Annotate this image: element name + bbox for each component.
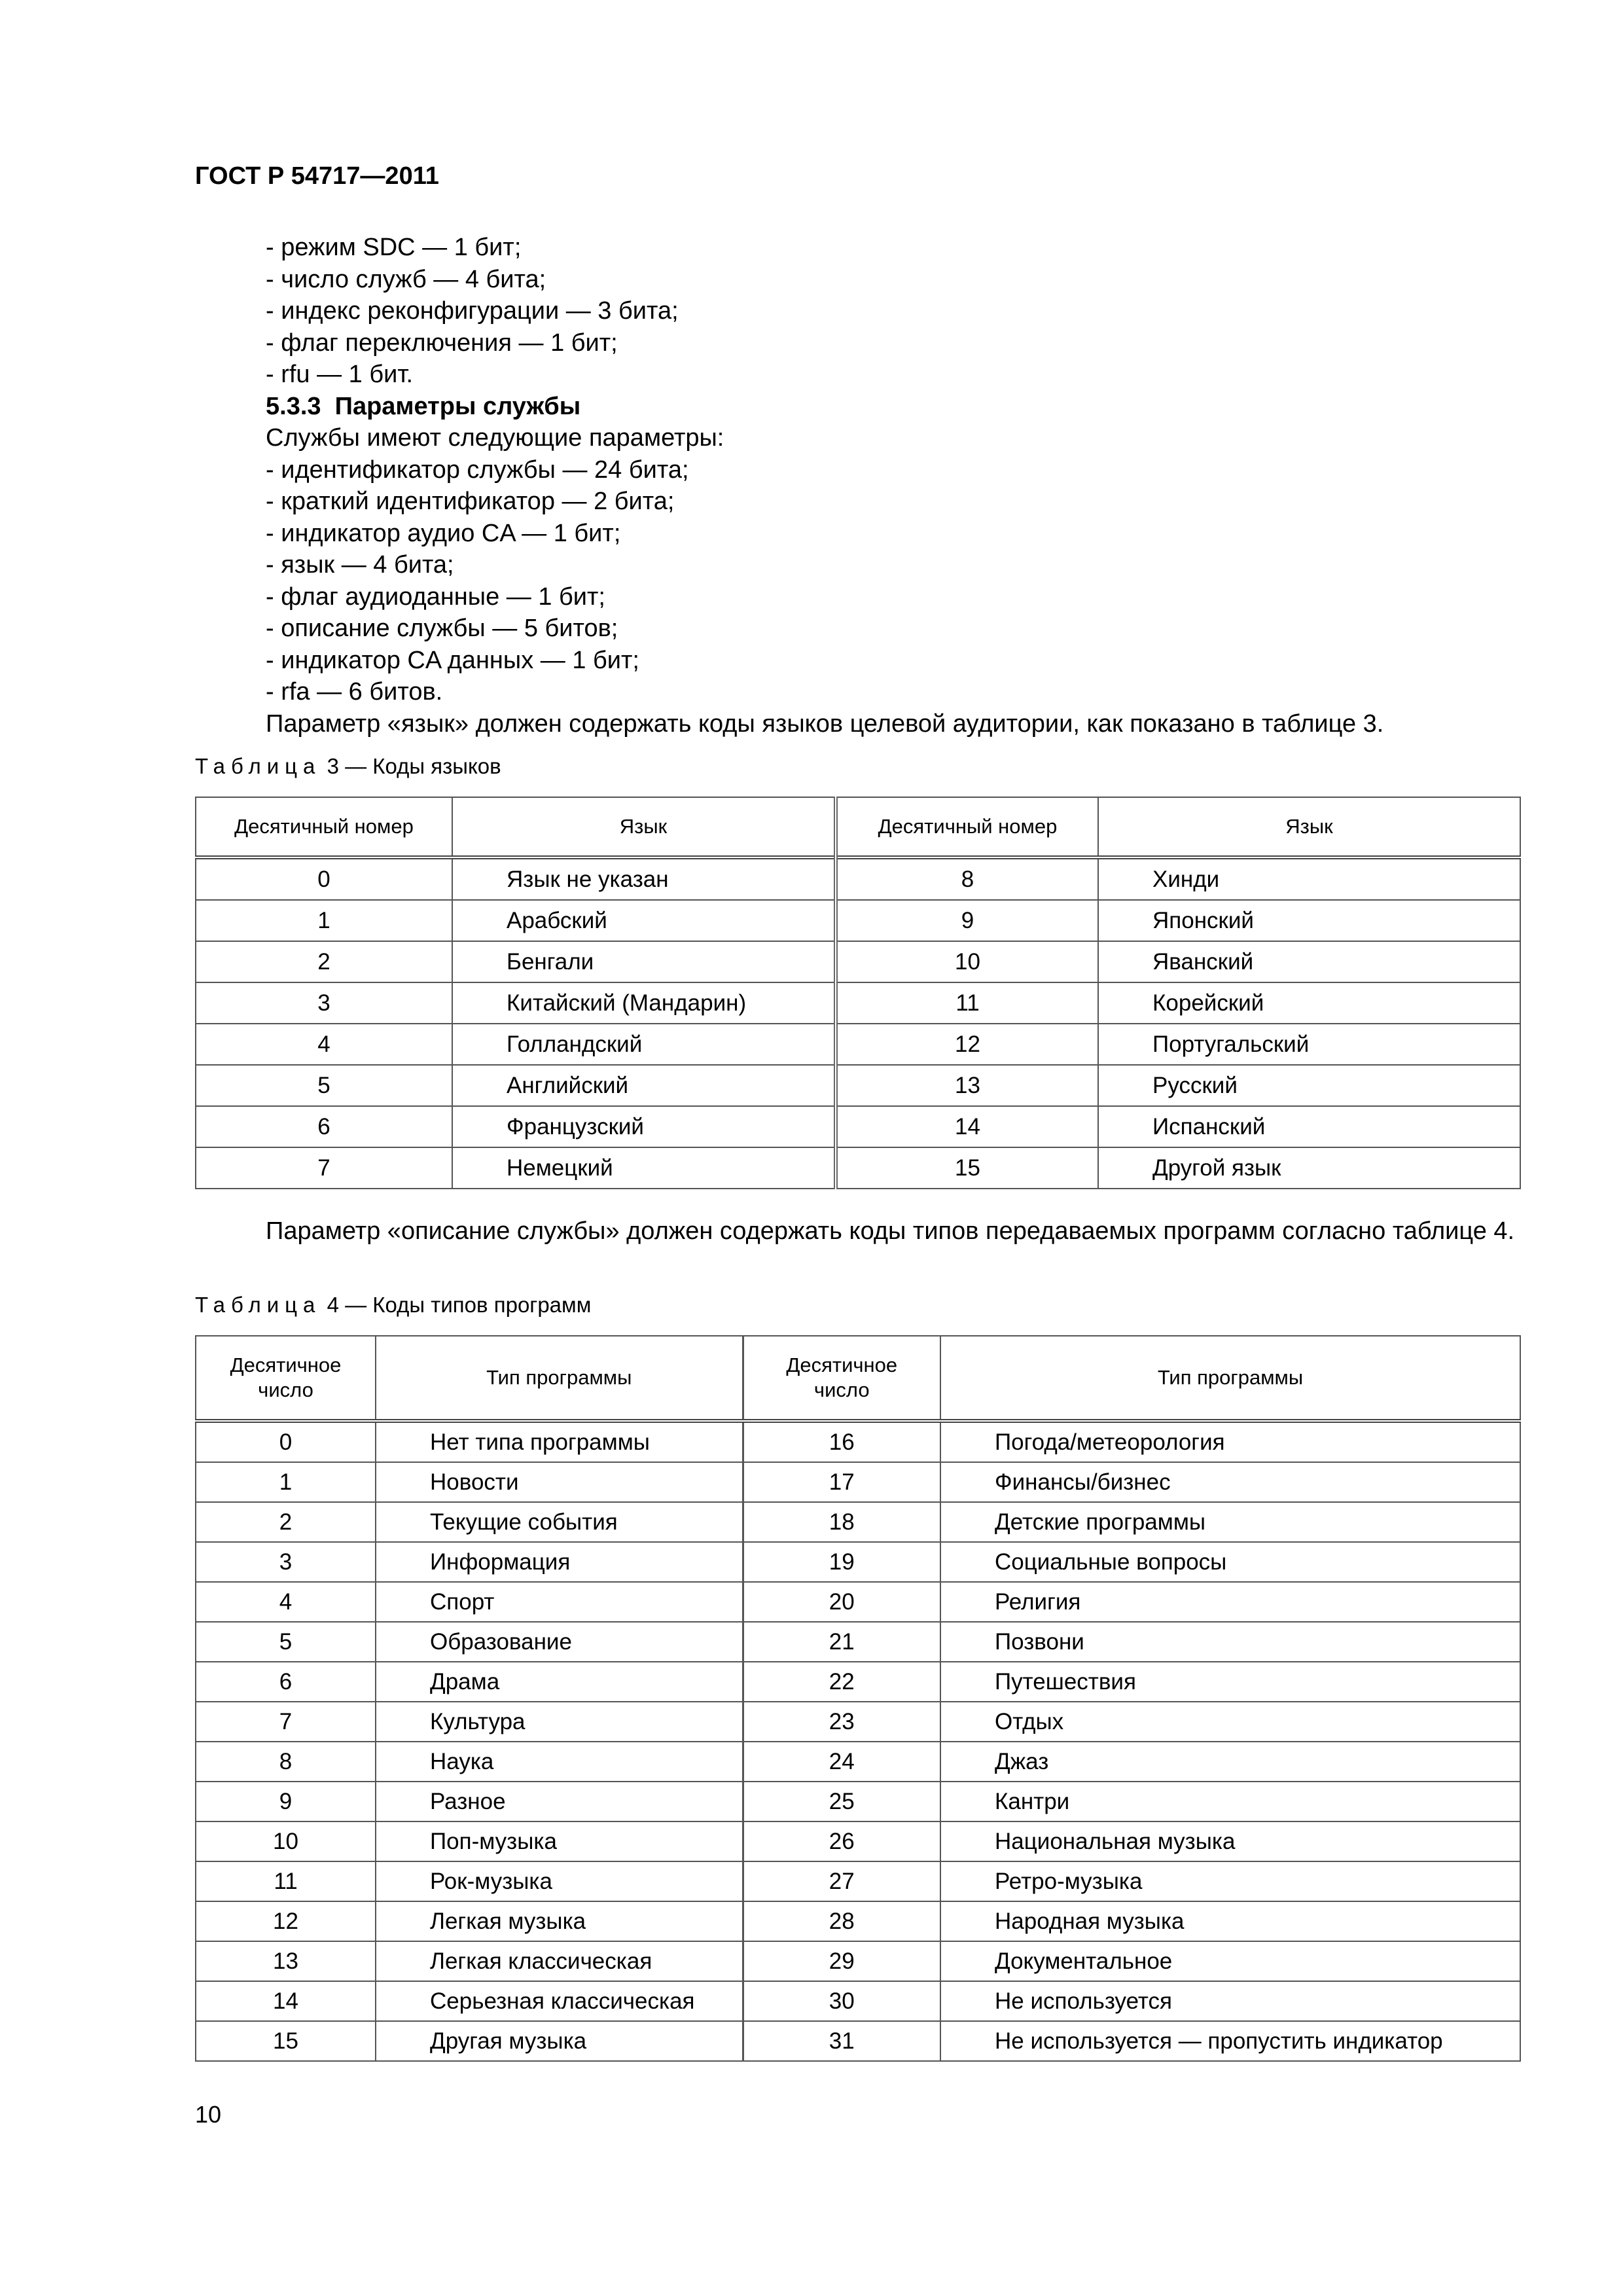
table-row [196,1462,1520,1502]
bit-list-1 [266,232,1383,391]
code-cell: 1 [196,1462,376,1502]
name-cell: Хинди [1098,857,1520,900]
name-cell: Драма [376,1662,743,1702]
name-cell: Текущие события [376,1502,743,1542]
code-cell: 11 [196,1861,376,1901]
code-cell: 0 [196,1421,376,1462]
name-cell: Португальский [1098,1024,1520,1065]
table-row [196,1821,1520,1861]
column-header: Язык [452,797,836,857]
table-row [196,1024,1520,1065]
intro-text: Службы имеют следующие параметры: [266,424,724,452]
name-cell: Японский [1098,900,1520,941]
list-item: - индикатор аудио CA — 1 бит; [266,519,621,547]
code-cell: 8 [196,1742,376,1782]
code-cell: 4 [196,1024,452,1065]
name-cell: Отдых [940,1702,1520,1742]
list-item: - описание службы — 5 битов; [266,615,618,642]
code-cell: 2 [196,1502,376,1542]
column-header: Десятичный номер [836,797,1098,857]
name-cell: Джаз [940,1742,1520,1782]
code-cell: 9 [836,900,1098,941]
code-cell: 21 [743,1622,940,1662]
name-cell: Серьезная классическая [376,1981,743,2021]
name-cell: Социальные вопросы [940,1542,1520,1582]
code-cell: 1 [196,900,452,941]
table4-caption-title: 4 — Коды типов программ [327,1293,592,1317]
code-cell: 2 [196,941,452,982]
name-cell: Русский [1098,1065,1520,1106]
code-cell: 12 [836,1024,1098,1065]
bit-list-2 [266,454,1383,708]
language-codes-table [195,797,1521,1189]
table-row [196,1106,1520,1147]
column-header: Десятичный номер [196,797,452,857]
list-item: - индекс реконфигурации — 3 бита; [266,297,679,325]
code-cell: 11 [836,982,1098,1024]
name-cell: Погода/метеорология [940,1421,1520,1462]
code-cell: 7 [196,1147,452,1189]
code-cell: 16 [743,1421,940,1462]
name-cell: Кантри [940,1782,1520,1821]
name-cell: Нет типа программы [376,1421,743,1462]
name-cell: Поп-музыка [376,1821,743,1861]
code-cell: 24 [743,1742,940,1782]
code-cell: 8 [836,857,1098,900]
code-cell: 13 [196,1941,376,1981]
table-row [196,1421,1520,1462]
list-item: - индикатор CA данных — 1 бит; [266,646,639,674]
table-row [196,941,1520,982]
code-cell: 15 [836,1147,1098,1189]
code-cell: 15 [196,2021,376,2061]
name-cell: Образование [376,1622,743,1662]
list-item: - число служб — 4 бита; [266,265,546,293]
paragraph-service-description: Параметр «описание службы» должен содержать коды типов передаваемых программ согласно таблице 4. [266,1217,1515,1245]
table3-caption-title: 3 — Коды языков [327,754,501,778]
table-row [196,1901,1520,1941]
table-row [196,1065,1520,1106]
name-cell: Национальная музыка [940,1821,1520,1861]
table-row [196,1941,1520,1981]
name-cell: Не используется — пропустить индикатор [940,2021,1520,2061]
code-cell: 10 [196,1821,376,1861]
name-cell: Новости [376,1462,743,1502]
list-item: - режим SDC — 1 бит; [266,234,522,261]
list-item: - rfa — 6 битов. [266,678,443,706]
table-row [196,1782,1520,1821]
program-type-codes-table [195,1335,1521,2062]
name-cell: Легкая классическая [376,1941,743,1981]
code-cell: 7 [196,1702,376,1742]
name-cell: Бенгали [452,941,836,982]
table-row [196,857,1520,900]
table4-caption-label: Таблица [195,1293,321,1317]
table-row [196,1981,1520,2021]
name-cell: Финансы/бизнес [940,1462,1520,1502]
table-row [196,1542,1520,1582]
name-cell: Позвони [940,1622,1520,1662]
table-row [196,1742,1520,1782]
code-cell: 22 [743,1662,940,1702]
name-cell: Детские программы [940,1502,1520,1542]
code-cell: 25 [743,1782,940,1821]
code-cell: 0 [196,857,452,900]
code-cell: 23 [743,1702,940,1742]
table-row [196,1582,1520,1622]
name-cell: Религия [940,1582,1520,1622]
name-cell: Культура [376,1702,743,1742]
name-cell: Рок-музыка [376,1861,743,1901]
code-cell: 18 [743,1502,940,1542]
code-cell: 10 [836,941,1098,982]
name-cell: Другой язык [1098,1147,1520,1189]
name-cell: Яванский [1098,941,1520,982]
code-cell: 12 [196,1901,376,1941]
code-cell: 3 [196,982,452,1024]
code-cell: 17 [743,1462,940,1502]
code-cell: 6 [196,1106,452,1147]
table-row [196,900,1520,941]
name-cell: Ретро-музыка [940,1861,1520,1901]
name-cell: Не используется [940,1981,1520,2021]
name-cell: Разное [376,1782,743,1821]
name-cell: Народная музыка [940,1901,1520,1941]
code-cell: 26 [743,1821,940,1861]
code-cell: 5 [196,1622,376,1662]
name-cell: Спорт [376,1582,743,1622]
name-cell: Корейский [1098,982,1520,1024]
code-cell: 4 [196,1582,376,1622]
code-cell: 6 [196,1662,376,1702]
column-header: Язык [1098,797,1520,857]
code-cell: 14 [196,1981,376,2021]
list-item: - язык — 4 бита; [266,551,454,579]
document-header: ГОСТ Р 54717—2011 [195,162,439,190]
code-cell: 31 [743,2021,940,2061]
code-cell: 27 [743,1861,940,1901]
code-cell: 5 [196,1065,452,1106]
list-item: - флаг переключения — 1 бит; [266,329,618,357]
table-row [196,1147,1520,1189]
code-cell: 19 [743,1542,940,1582]
code-cell: 30 [743,1981,940,2021]
table-row [196,1622,1520,1662]
table4-caption [195,1293,591,1318]
table3-caption-label: Таблица [195,754,321,778]
paragraph-language: Параметр «язык» должен содержать коды языков целевой аудитории, как показано в таблице 3. [266,709,1384,738]
name-cell: Путешествия [940,1662,1520,1702]
name-cell: Испанский [1098,1106,1520,1147]
name-cell: Документальное [940,1941,1520,1981]
section-heading: 5.3.3 Параметры службы [266,392,581,420]
code-cell: 28 [743,1901,940,1941]
body-text [266,232,1383,740]
code-cell: 9 [196,1782,376,1821]
column-header: Тип программы [940,1336,1520,1421]
name-cell: Информация [376,1542,743,1582]
name-cell: Китайский (Мандарин) [452,982,836,1024]
table-row [196,2021,1520,2061]
name-cell: Арабский [452,900,836,941]
list-item: - идентификатор службы — 24 бита; [266,456,689,484]
code-cell: 3 [196,1542,376,1582]
name-cell: Голландский [452,1024,836,1065]
table-row [196,1662,1520,1702]
name-cell: Легкая музыка [376,1901,743,1941]
table-row [196,1502,1520,1542]
page-number: 10 [195,2101,222,2128]
table-row [196,1702,1520,1742]
name-cell: Другая музыка [376,2021,743,2061]
name-cell: Наука [376,1742,743,1782]
column-header: Тип программы [376,1336,743,1421]
column-header: Десятичное число [743,1336,940,1421]
name-cell: Английский [452,1065,836,1106]
table3-caption [195,754,501,779]
list-item: - rfu — 1 бит. [266,361,414,388]
code-cell: 13 [836,1065,1098,1106]
name-cell: Французский [452,1106,836,1147]
list-item: - флаг аудиоданные — 1 бит; [266,583,605,611]
code-cell: 29 [743,1941,940,1981]
name-cell: Язык не указан [452,857,836,900]
table-row [196,1861,1520,1901]
table-row [196,982,1520,1024]
name-cell: Немецкий [452,1147,836,1189]
list-item: - краткий идентификатор — 2 бита; [266,488,675,515]
code-cell: 14 [836,1106,1098,1147]
code-cell: 20 [743,1582,940,1622]
column-header: Десятичное число [196,1336,376,1421]
